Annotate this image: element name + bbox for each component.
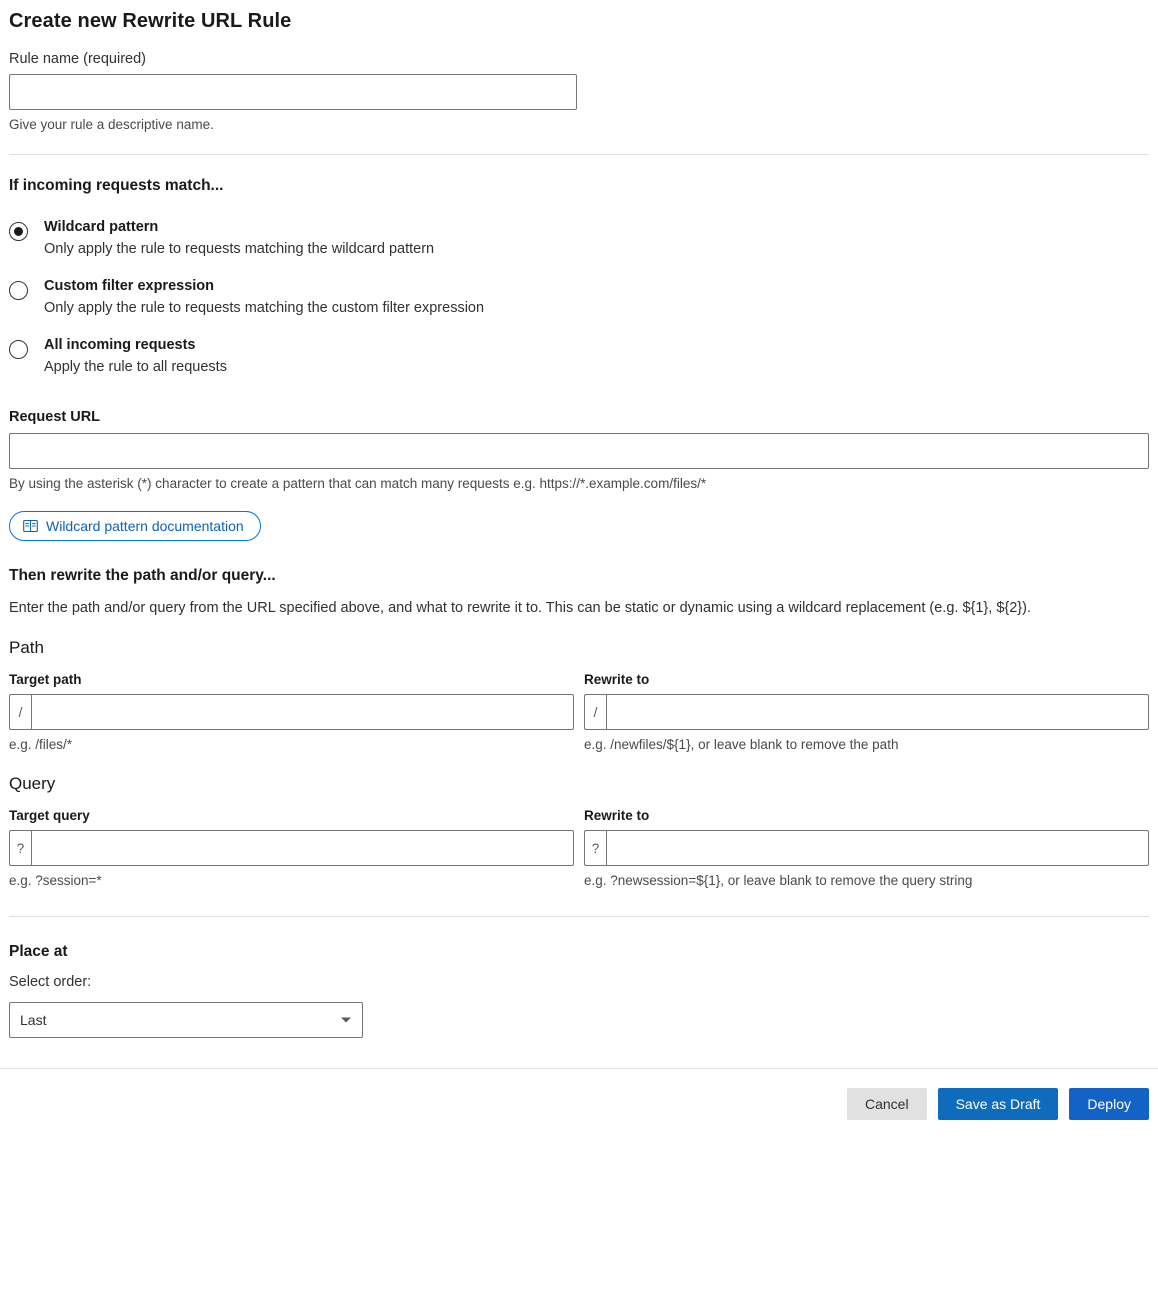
place-at-select-wrapper[interactable] [9,1002,363,1038]
radio-desc-custom-filter-expression: Only apply the rule to requests matching the custom filter expression [44,300,485,316]
radio-label-custom-filter-expression: Custom filter expression [44,278,215,294]
radio-desc-all-incoming-requests: Apply the rule to all requests [44,359,227,375]
radio-option-custom-filter-expression[interactable] [9,280,1149,316]
place-at-title: Place at [9,943,68,960]
rewrite-section-intro: Enter the path and/or query from the URL specified above, and what to rewrite it to. This can be static or dynamic using a wildcard replacement (e.g. ${1}, ${2}). [9,600,1032,616]
target-query-field-group [9,808,574,888]
rule-name-label: Rule name (required) [9,51,147,67]
radio-option-all-incoming-requests[interactable] [9,339,1149,375]
target-query-prefix: ? [9,830,31,866]
target-path-field-group [9,672,574,752]
target-query-helper: e.g. ?session=* [9,873,102,888]
match-radio-group [9,221,1149,375]
rule-name-input[interactable] [9,74,577,110]
query-row [9,808,1149,888]
wildcard-pattern-documentation-link[interactable] [9,511,261,541]
place-at-selected-value: Last [20,1012,47,1028]
path-rewrite-to-input-wrapper [584,694,1149,730]
path-row [9,672,1149,752]
request-url-input[interactable] [9,433,1149,469]
request-url-helper: By using the asterisk (*) character to create a pattern that can match many requests e.g. https://*.example.com/files/* [9,476,707,491]
cancel-button[interactable]: Cancel [847,1088,927,1120]
query-rewrite-to-input-wrapper [584,830,1149,866]
path-rewrite-to-prefix: / [584,694,606,730]
query-rewrite-to-label: Rewrite to [584,808,650,823]
query-rewrite-to-field-group [584,808,1149,888]
request-url-field-group [9,409,1149,541]
target-path-input-wrapper [9,694,574,730]
path-group-title: Path [9,638,44,657]
wildcard-pattern-documentation-label: Wildcard pattern documentation [46,518,244,534]
section-divider-place-at [9,916,1149,917]
path-rewrite-to-input[interactable] [606,694,1149,730]
target-path-prefix: / [9,694,31,730]
footer-actions [0,1069,1158,1139]
target-query-input[interactable] [31,830,574,866]
page-title: Create new Rewrite URL Rule [9,10,292,32]
radio-label-wildcard-pattern: Wildcard pattern [44,219,159,235]
radio-icon-wildcard-pattern[interactable] [9,222,28,241]
radio-label-all-incoming-requests: All incoming requests [44,337,196,353]
target-path-label: Target path [9,672,82,687]
path-rewrite-to-field-group [584,672,1149,752]
section-divider-top [9,154,1149,155]
target-query-input-wrapper [9,830,574,866]
radio-icon-custom-filter-expression[interactable] [9,281,28,300]
query-rewrite-to-prefix: ? [584,830,606,866]
query-group-title: Query [9,774,56,793]
request-url-label: Request URL [9,409,101,425]
query-rewrite-to-helper: e.g. ?newsession=${1}, or leave blank to remove the query string [584,873,973,888]
rule-name-field-group [9,51,1149,132]
query-rewrite-to-input[interactable] [606,830,1149,866]
rule-name-helper: Give your rule a descriptive name. [9,117,214,132]
radio-desc-wildcard-pattern: Only apply the rule to requests matching the wildcard pattern [44,241,435,257]
place-at-label: Select order: [9,974,92,990]
match-section-title: If incoming requests match... [9,177,224,194]
book-icon [23,519,38,533]
path-rewrite-to-helper: e.g. /newfiles/${1}, or leave blank to remove the path [584,737,899,752]
target-query-label: Target query [9,808,90,823]
deploy-button[interactable]: Deploy [1069,1088,1149,1120]
path-rewrite-to-label: Rewrite to [584,672,650,687]
radio-icon-all-incoming-requests[interactable] [9,340,28,359]
target-path-helper: e.g. /files/* [9,737,73,752]
radio-option-wildcard-pattern[interactable] [9,221,1149,257]
target-path-input[interactable] [31,694,574,730]
place-at-select[interactable] [9,1002,363,1038]
rewrite-section-title: Then rewrite the path and/or query... [9,567,276,584]
save-as-draft-button[interactable]: Save as Draft [938,1088,1059,1120]
